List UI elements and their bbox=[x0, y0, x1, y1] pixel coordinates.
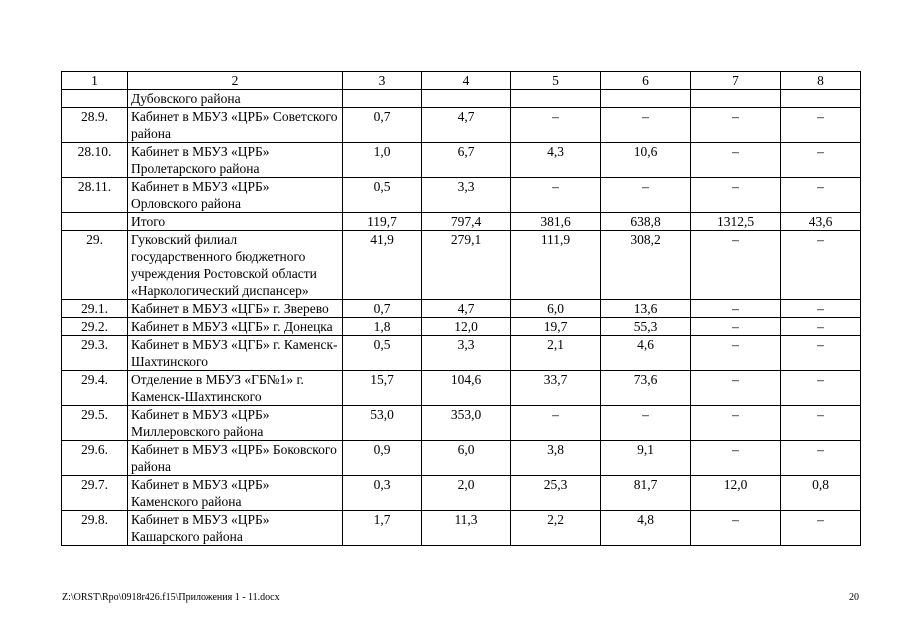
value-cell: – bbox=[691, 441, 781, 476]
row-number-cell: 28.9. bbox=[62, 108, 128, 143]
value-cell: 2,1 bbox=[511, 336, 601, 371]
value-cell: 0,5 bbox=[343, 336, 422, 371]
value-cell: – bbox=[781, 300, 861, 318]
institution-name-cell: Кабинет в МБУЗ «ЦРБ» Боковского района bbox=[128, 441, 343, 476]
value-cell: – bbox=[691, 300, 781, 318]
institution-name-cell: Кабинет в МБУЗ «ЦГБ» г. Зверево bbox=[128, 300, 343, 318]
value-cell: – bbox=[691, 336, 781, 371]
value-cell: 4,7 bbox=[422, 108, 511, 143]
value-cell: – bbox=[511, 178, 601, 213]
institution-name-cell: Гуковский филиал государственного бюджетного учреждения Ростовской области «Наркологический диспансер» bbox=[128, 231, 343, 300]
data-table bbox=[61, 71, 861, 546]
value-cell: – bbox=[601, 406, 691, 441]
value-cell: 19,7 bbox=[511, 318, 601, 336]
value-cell: 279,1 bbox=[422, 231, 511, 300]
value-cell: 9,1 bbox=[601, 441, 691, 476]
institution-name-cell: Дубовского района bbox=[128, 90, 343, 108]
institution-name-cell: Кабинет в МБУЗ «ЦРБ» Советского района bbox=[128, 108, 343, 143]
value-cell: 0,8 bbox=[781, 476, 861, 511]
value-cell: 0,7 bbox=[343, 108, 422, 143]
value-cell: 797,4 bbox=[422, 213, 511, 231]
value-cell: 1,0 bbox=[343, 143, 422, 178]
value-cell: 10,6 bbox=[601, 143, 691, 178]
value-cell: 6,0 bbox=[422, 441, 511, 476]
table-header-row bbox=[62, 72, 861, 90]
institution-name-cell: Кабинет в МБУЗ «ЦГБ» г. Каменск-Шахтинского bbox=[128, 336, 343, 371]
value-cell: 73,6 bbox=[601, 371, 691, 406]
institution-name-cell: Кабинет в МБУЗ «ЦРБ» Каменского района bbox=[128, 476, 343, 511]
value-cell: – bbox=[691, 318, 781, 336]
row-number-cell: 28.10. bbox=[62, 143, 128, 178]
value-cell: 119,7 bbox=[343, 213, 422, 231]
value-cell: – bbox=[781, 318, 861, 336]
institution-name-cell: Кабинет в МБУЗ «ЦРБ» Орловского района bbox=[128, 178, 343, 213]
value-cell: 15,7 bbox=[343, 371, 422, 406]
row-number-cell: 28.11. bbox=[62, 178, 128, 213]
value-cell: – bbox=[781, 231, 861, 300]
value-cell bbox=[601, 90, 691, 108]
value-cell: – bbox=[691, 108, 781, 143]
table-row bbox=[62, 371, 861, 406]
row-number-cell: 29.6. bbox=[62, 441, 128, 476]
page-number: 20 bbox=[849, 592, 859, 603]
value-cell bbox=[781, 90, 861, 108]
value-cell bbox=[422, 90, 511, 108]
value-cell: 13,6 bbox=[601, 300, 691, 318]
value-cell: 104,6 bbox=[422, 371, 511, 406]
value-cell: 33,7 bbox=[511, 371, 601, 406]
value-cell: 0,7 bbox=[343, 300, 422, 318]
value-cell: 381,6 bbox=[511, 213, 601, 231]
table-row bbox=[62, 476, 861, 511]
table-row bbox=[62, 108, 861, 143]
table-row bbox=[62, 336, 861, 371]
institution-name-cell: Отделение в МБУЗ «ГБ№1» г. Каменск-Шахтинского bbox=[128, 371, 343, 406]
value-cell: 2,2 bbox=[511, 511, 601, 546]
value-cell: – bbox=[691, 178, 781, 213]
table-row bbox=[62, 300, 861, 318]
row-number-cell: 29.8. bbox=[62, 511, 128, 546]
value-cell: 53,0 bbox=[343, 406, 422, 441]
value-cell: 1,7 bbox=[343, 511, 422, 546]
value-cell: 1,8 bbox=[343, 318, 422, 336]
table-row bbox=[62, 511, 861, 546]
value-cell: 353,0 bbox=[422, 406, 511, 441]
value-cell bbox=[691, 90, 781, 108]
value-cell: 0,3 bbox=[343, 476, 422, 511]
value-cell: 11,3 bbox=[422, 511, 511, 546]
value-cell: 111,9 bbox=[511, 231, 601, 300]
institution-name-cell: Кабинет в МБУЗ «ЦГБ» г. Донецка bbox=[128, 318, 343, 336]
value-cell bbox=[343, 90, 422, 108]
table-row bbox=[62, 178, 861, 213]
value-cell: – bbox=[691, 143, 781, 178]
column-number-cell: 1 bbox=[62, 72, 128, 90]
value-cell: – bbox=[691, 231, 781, 300]
value-cell: 12,0 bbox=[422, 318, 511, 336]
row-number-cell: 29.5. bbox=[62, 406, 128, 441]
table-row bbox=[62, 318, 861, 336]
value-cell: – bbox=[781, 371, 861, 406]
value-cell: – bbox=[781, 143, 861, 178]
value-cell: 638,8 bbox=[601, 213, 691, 231]
footer-file-path: Z:\ORST\Rpo\0918r426.f15\Приложения 1 - 11.docx bbox=[62, 592, 280, 603]
column-number-cell: 4 bbox=[422, 72, 511, 90]
row-number-cell: 29.2. bbox=[62, 318, 128, 336]
value-cell: 4,8 bbox=[601, 511, 691, 546]
column-number-cell: 3 bbox=[343, 72, 422, 90]
value-cell: 6,7 bbox=[422, 143, 511, 178]
table-row bbox=[62, 406, 861, 441]
row-number-cell: 29.7. bbox=[62, 476, 128, 511]
value-cell: – bbox=[781, 406, 861, 441]
column-number-cell: 5 bbox=[511, 72, 601, 90]
value-cell: 43,6 bbox=[781, 213, 861, 231]
table-row bbox=[62, 441, 861, 476]
value-cell: – bbox=[691, 511, 781, 546]
value-cell: – bbox=[781, 178, 861, 213]
value-cell: 4,6 bbox=[601, 336, 691, 371]
institution-name-cell: Кабинет в МБУЗ «ЦРБ» Пролетарского района bbox=[128, 143, 343, 178]
value-cell: 41,9 bbox=[343, 231, 422, 300]
row-number-cell bbox=[62, 213, 128, 231]
row-number-cell: 29.3. bbox=[62, 336, 128, 371]
value-cell: 308,2 bbox=[601, 231, 691, 300]
value-cell: 3,3 bbox=[422, 336, 511, 371]
value-cell: 25,3 bbox=[511, 476, 601, 511]
value-cell: 81,7 bbox=[601, 476, 691, 511]
value-cell: – bbox=[691, 371, 781, 406]
institution-name-cell: Кабинет в МБУЗ «ЦРБ» Кашарского района bbox=[128, 511, 343, 546]
value-cell: – bbox=[781, 511, 861, 546]
value-cell: – bbox=[781, 108, 861, 143]
value-cell: – bbox=[781, 336, 861, 371]
column-number-cell: 2 bbox=[128, 72, 343, 90]
value-cell: 0,5 bbox=[343, 178, 422, 213]
institution-name-cell: Кабинет в МБУЗ «ЦРБ» Миллеровского района bbox=[128, 406, 343, 441]
value-cell: 0,9 bbox=[343, 441, 422, 476]
table-row bbox=[62, 90, 861, 108]
value-cell: – bbox=[601, 108, 691, 143]
row-number-cell: 29. bbox=[62, 231, 128, 300]
column-number-cell: 8 bbox=[781, 72, 861, 90]
value-cell: 6,0 bbox=[511, 300, 601, 318]
value-cell: 12,0 bbox=[691, 476, 781, 511]
table-row bbox=[62, 213, 861, 231]
value-cell: 55,3 bbox=[601, 318, 691, 336]
table-row bbox=[62, 231, 861, 300]
value-cell: 4,7 bbox=[422, 300, 511, 318]
value-cell: – bbox=[781, 441, 861, 476]
value-cell: 1312,5 bbox=[691, 213, 781, 231]
column-number-cell: 7 bbox=[691, 72, 781, 90]
table-row bbox=[62, 143, 861, 178]
value-cell: – bbox=[601, 178, 691, 213]
row-number-cell: 29.4. bbox=[62, 371, 128, 406]
row-number-cell: 29.1. bbox=[62, 300, 128, 318]
value-cell: 2,0 bbox=[422, 476, 511, 511]
value-cell: – bbox=[511, 406, 601, 441]
row-number-cell bbox=[62, 90, 128, 108]
value-cell: – bbox=[511, 108, 601, 143]
value-cell: 3,8 bbox=[511, 441, 601, 476]
value-cell: – bbox=[691, 406, 781, 441]
column-number-cell: 6 bbox=[601, 72, 691, 90]
value-cell: 4,3 bbox=[511, 143, 601, 178]
value-cell: 3,3 bbox=[422, 178, 511, 213]
value-cell bbox=[511, 90, 601, 108]
institution-name-cell: Итого bbox=[128, 213, 343, 231]
